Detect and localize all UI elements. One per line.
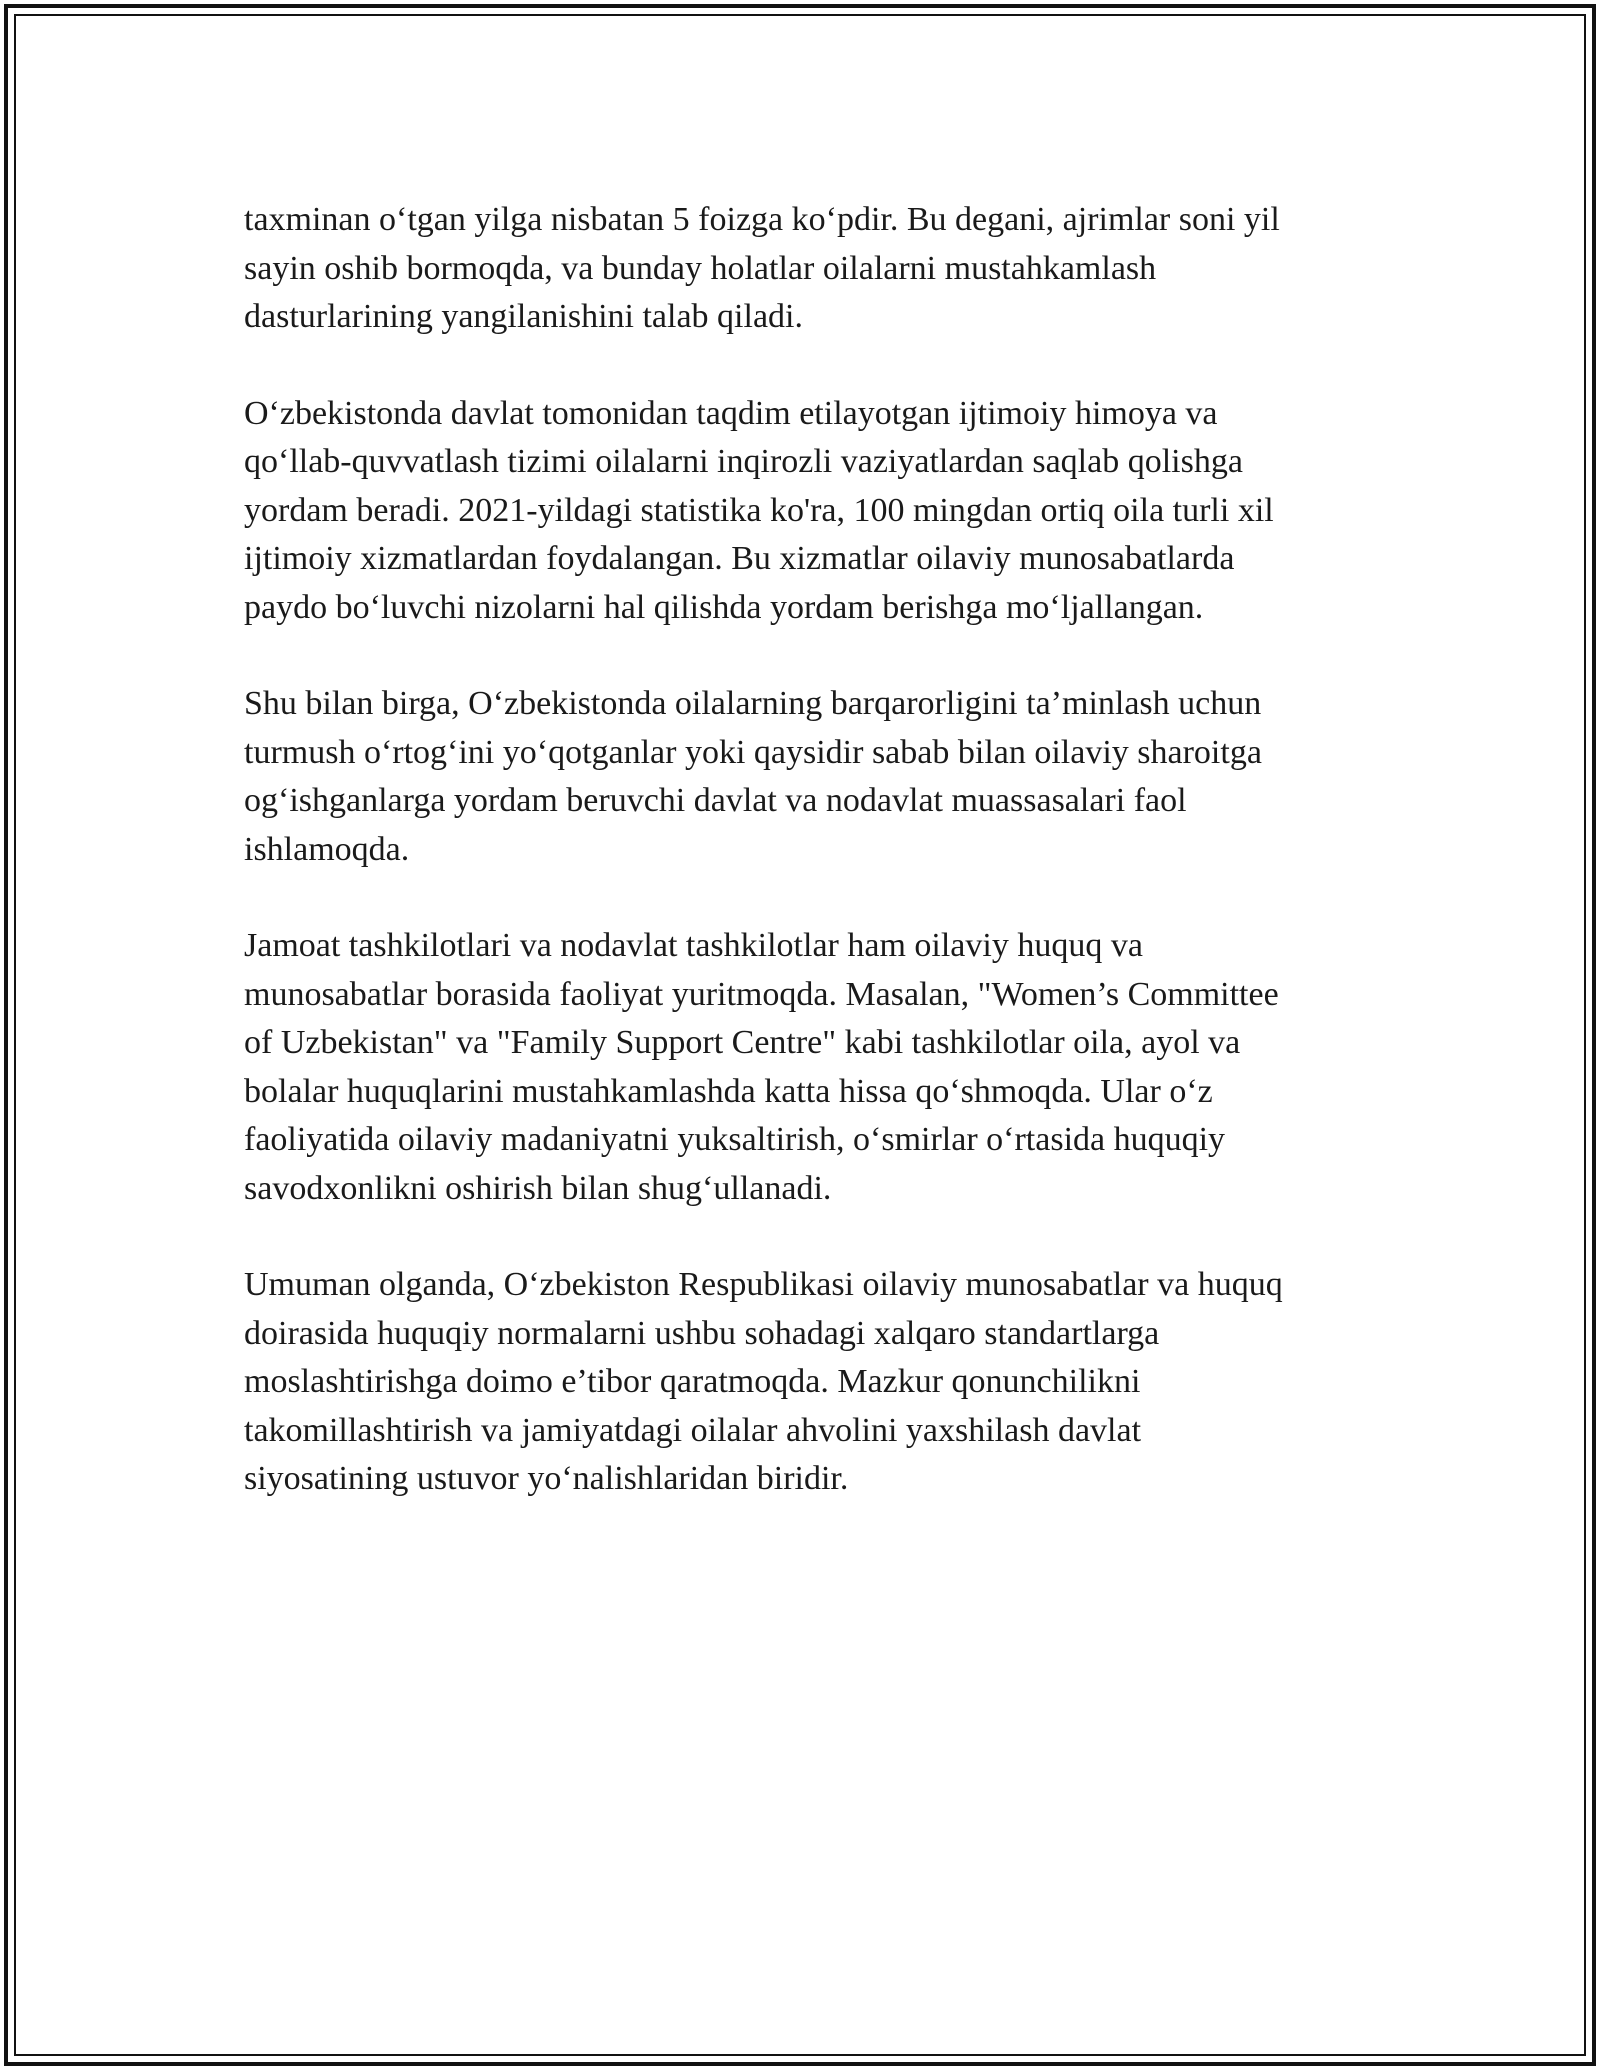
paragraph-social-protection [244,390,1374,633]
text-line: dasturlarining yangilanishini talab qiladi. [244,298,803,335]
text-line: sayin oshib bormoqda, va bunday holatlar oilalarni mustahkamlash [244,249,1157,287]
text-line: O‘zbekistonda davlat tomonidan taqdim etilayotgan ijtimoiy himoya va [244,394,1218,432]
text-line: faoliyatida oilaviy madaniyatni yuksaltirish, o‘smirlar o‘rtasida huquqiy [244,1121,1226,1158]
text-line: qo‘llab-quvvatlash tizimi oilalarni inqirozli vaziyatlardan saqlab qolishga [244,443,1243,480]
text-line: paydo bo‘luvchi nizolarni hal qilishda yordam berishga mo‘ljallangan. [244,588,1204,626]
text-line: turmush o‘rtog‘ini yo‘qotganlar yoki qaysidir sabab bilan oilaviy sharoitga [244,733,1262,771]
paragraph-family-stability [244,680,1374,874]
text-line: ishlamoqda. [244,830,410,868]
document-body [244,196,1374,1552]
text-line: moslashtirishga doimo e’tibor qaratmoqda. Mazkur qonunchilikni [244,1363,1141,1400]
page-frame [4,4,1596,2066]
paragraph-public-organizations [244,922,1374,1213]
text-line: munosabatlar borasida faoliyat yuritmoqda. Masalan, "Women’s Committee [244,975,1279,1013]
text-line: og‘ishganlarga yordam beruvchi davlat va nodavlat muassasalari faol [244,782,1187,819]
text-line: taxminan o‘tgan yilga nisbatan 5 foizga ko‘pdir. Bu degani, ajrimlar soni yil [244,201,1280,238]
text-line: Shu bilan birga, O‘zbekistonda oilalarning barqarorligini ta’minlash uchun [244,685,1262,722]
text-line: siyosatining ustuvor yo‘nalishlaridan biridir. [244,1460,849,1497]
text-line: bolalar huquqlarini mustahkamlashda katta hissa qo‘shmoqda. Ular o‘z [244,1072,1213,1110]
text-line: yordam beradi. 2021-yildagi statistika ko'ra, 100 mingdan ortiq oila turli xil [244,491,1274,529]
text-line: Umuman olganda, O‘zbekiston Respublikasi oilaviy munosabatlar va huquq [244,1266,1283,1303]
text-line: Jamoat tashkilotlari va nodavlat tashkilotlar ham oilaviy huquq va [244,927,1143,964]
text-line: savodxonlikni oshirish bilan shug‘ullanadi. [244,1169,832,1207]
text-line: doirasida huquqiy normalarni ushbu sohadagi xalqaro standartlarga [244,1314,1160,1352]
paragraph-divorce-statistics [244,196,1374,342]
paragraph-conclusion [244,1261,1374,1504]
text-line: takomillashtirish va jamiyatdagi oilalar ahvolini yaxshilash davlat [244,1411,1142,1449]
text-line: of Uzbekistan" va "Family Support Centre" kabi tashkilotlar oila, ayol va [244,1024,1241,1061]
text-line: ijtimoiy xizmatlardan foydalangan. Bu xizmatlar oilaviy munosabatlarda [244,540,1235,577]
